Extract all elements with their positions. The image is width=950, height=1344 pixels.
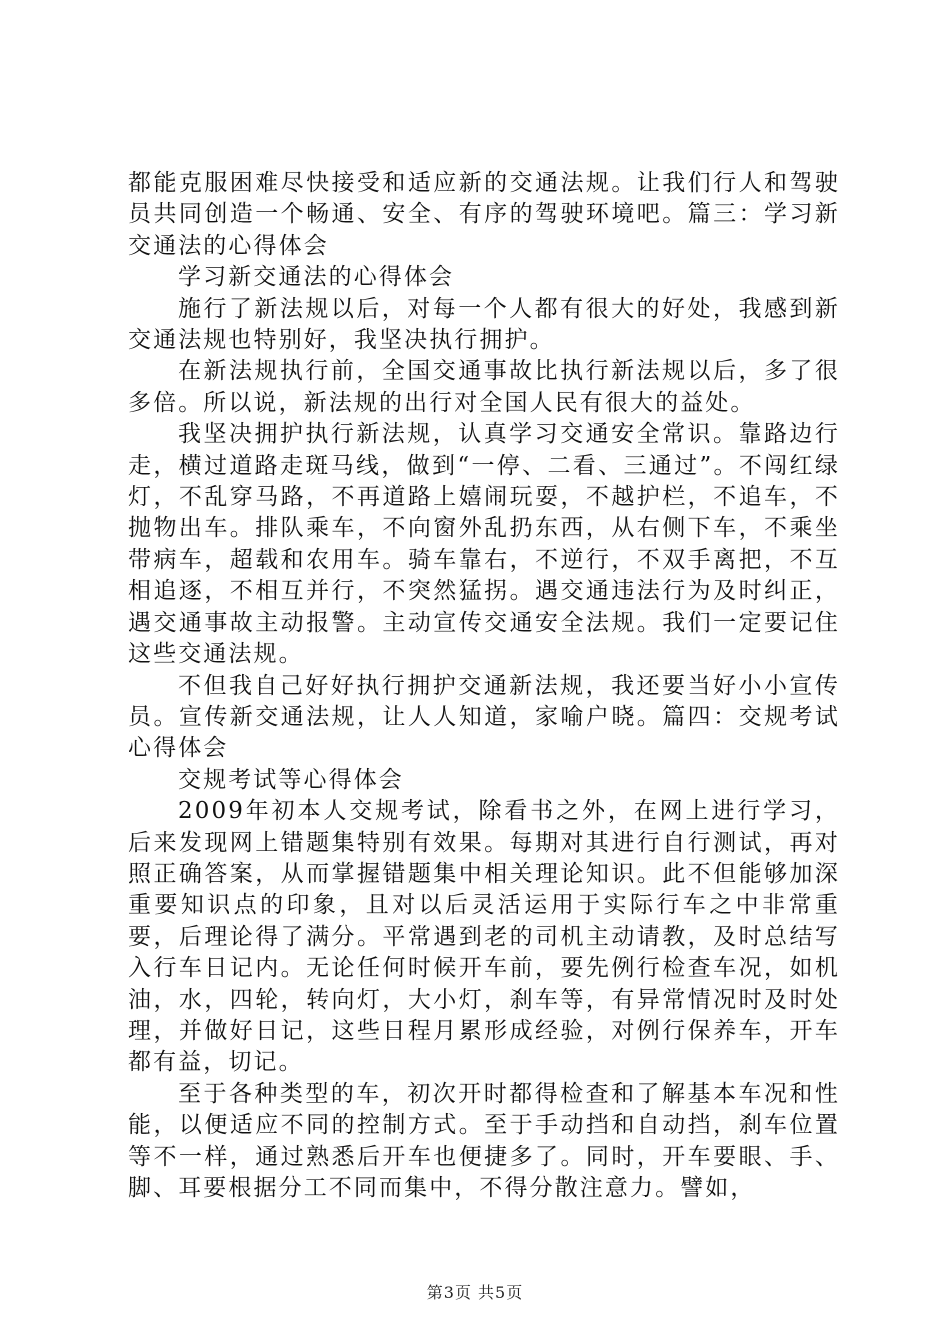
page-number-label: 第3页 共5页 — [426, 1283, 524, 1302]
paragraph-2: 施行了新法规以后，对每一个人都有很大的好处，我感到新交通法规也特别好，我坚决执行拥护。 — [128, 295, 840, 354]
paragraph-4: 我坚决拥护执行新法规，认真学习交通安全常识。靠路边行走，横过道路走斑马线，做到“一停、二看、三通过”。不闯红绿灯，不乱穿马路，不再道路上嬉闹玩耍，不越护栏，不追车，不抛物出车。排队乘车，不向窗外乱扔东西，从右侧下车，不乘坐带病车，超载和农用车。骑车靠右，不逆行，不双手离把，不互相追逐，不相互并行，不突然猛拐。遇交通违法行为及时纠正，遇交通事故主动报警。主动宣传交通安全法规。我们一定要记住这些交通法规。 — [128, 421, 840, 668]
section-heading-4: 交规考试等心得体会 — [178, 766, 404, 793]
document-body — [128, 168, 840, 1204]
paragraph-5: 不但我自己好好执行拥护交通新法规，我还要当好小小宣传员。宣传新交通法规，让人人知道，家喻户晓。篇四：交规考试心得体会 — [128, 672, 840, 762]
paragraph-1: 都能克服困难尽快接受和适应新的交通法规。让我们行人和驾驶员共同创造一个畅通、安全、有序的驾驶环境吧。篇三：学习新交通法的心得体会 — [128, 170, 840, 259]
paragraph-6: 2009年初本人交规考试，除看书之外，在网上进行学习，后来发现网上错题集特别有效果。每期对其进行自行测试，再对照正确答案，从而掌握错题集中相关理论知识。此不但能够加深重要知识点的印象，且对以后灵活运用于实际行车之中非常重要，后理论得了满分。平常遇到老的司机主动请教，及时总结写入行车日记内。无论任何时候开车前，要先例行检查车况，如机油，水，四轮，转向灯，大小灯，刹车等，有异常情况时及时处理，并做好日记，这些日程月累形成经验，对例行保养车，开车都有益，切记。 — [128, 798, 840, 1076]
page-footer — [0, 1280, 950, 1303]
paragraph-7: 至于各种类型的车，初次开时都得检查和了解基本车况和性能，以便适应不同的控制方式。至于手动挡和自动挡，刹车位置等不一样，通过熟悉后开车也便捷多了。同时，开车要眼、手、脚、耳要根据分工不同而集中，不得分散注意力。譬如， — [128, 1080, 840, 1201]
paragraph-3: 在新法规执行前，全国交通事故比执行新法规以后，多了很多倍。所以说，新法规的出行对全国人民有很大的益处。 — [128, 358, 840, 416]
section-heading-3: 学习新交通法的心得体会 — [178, 264, 455, 291]
